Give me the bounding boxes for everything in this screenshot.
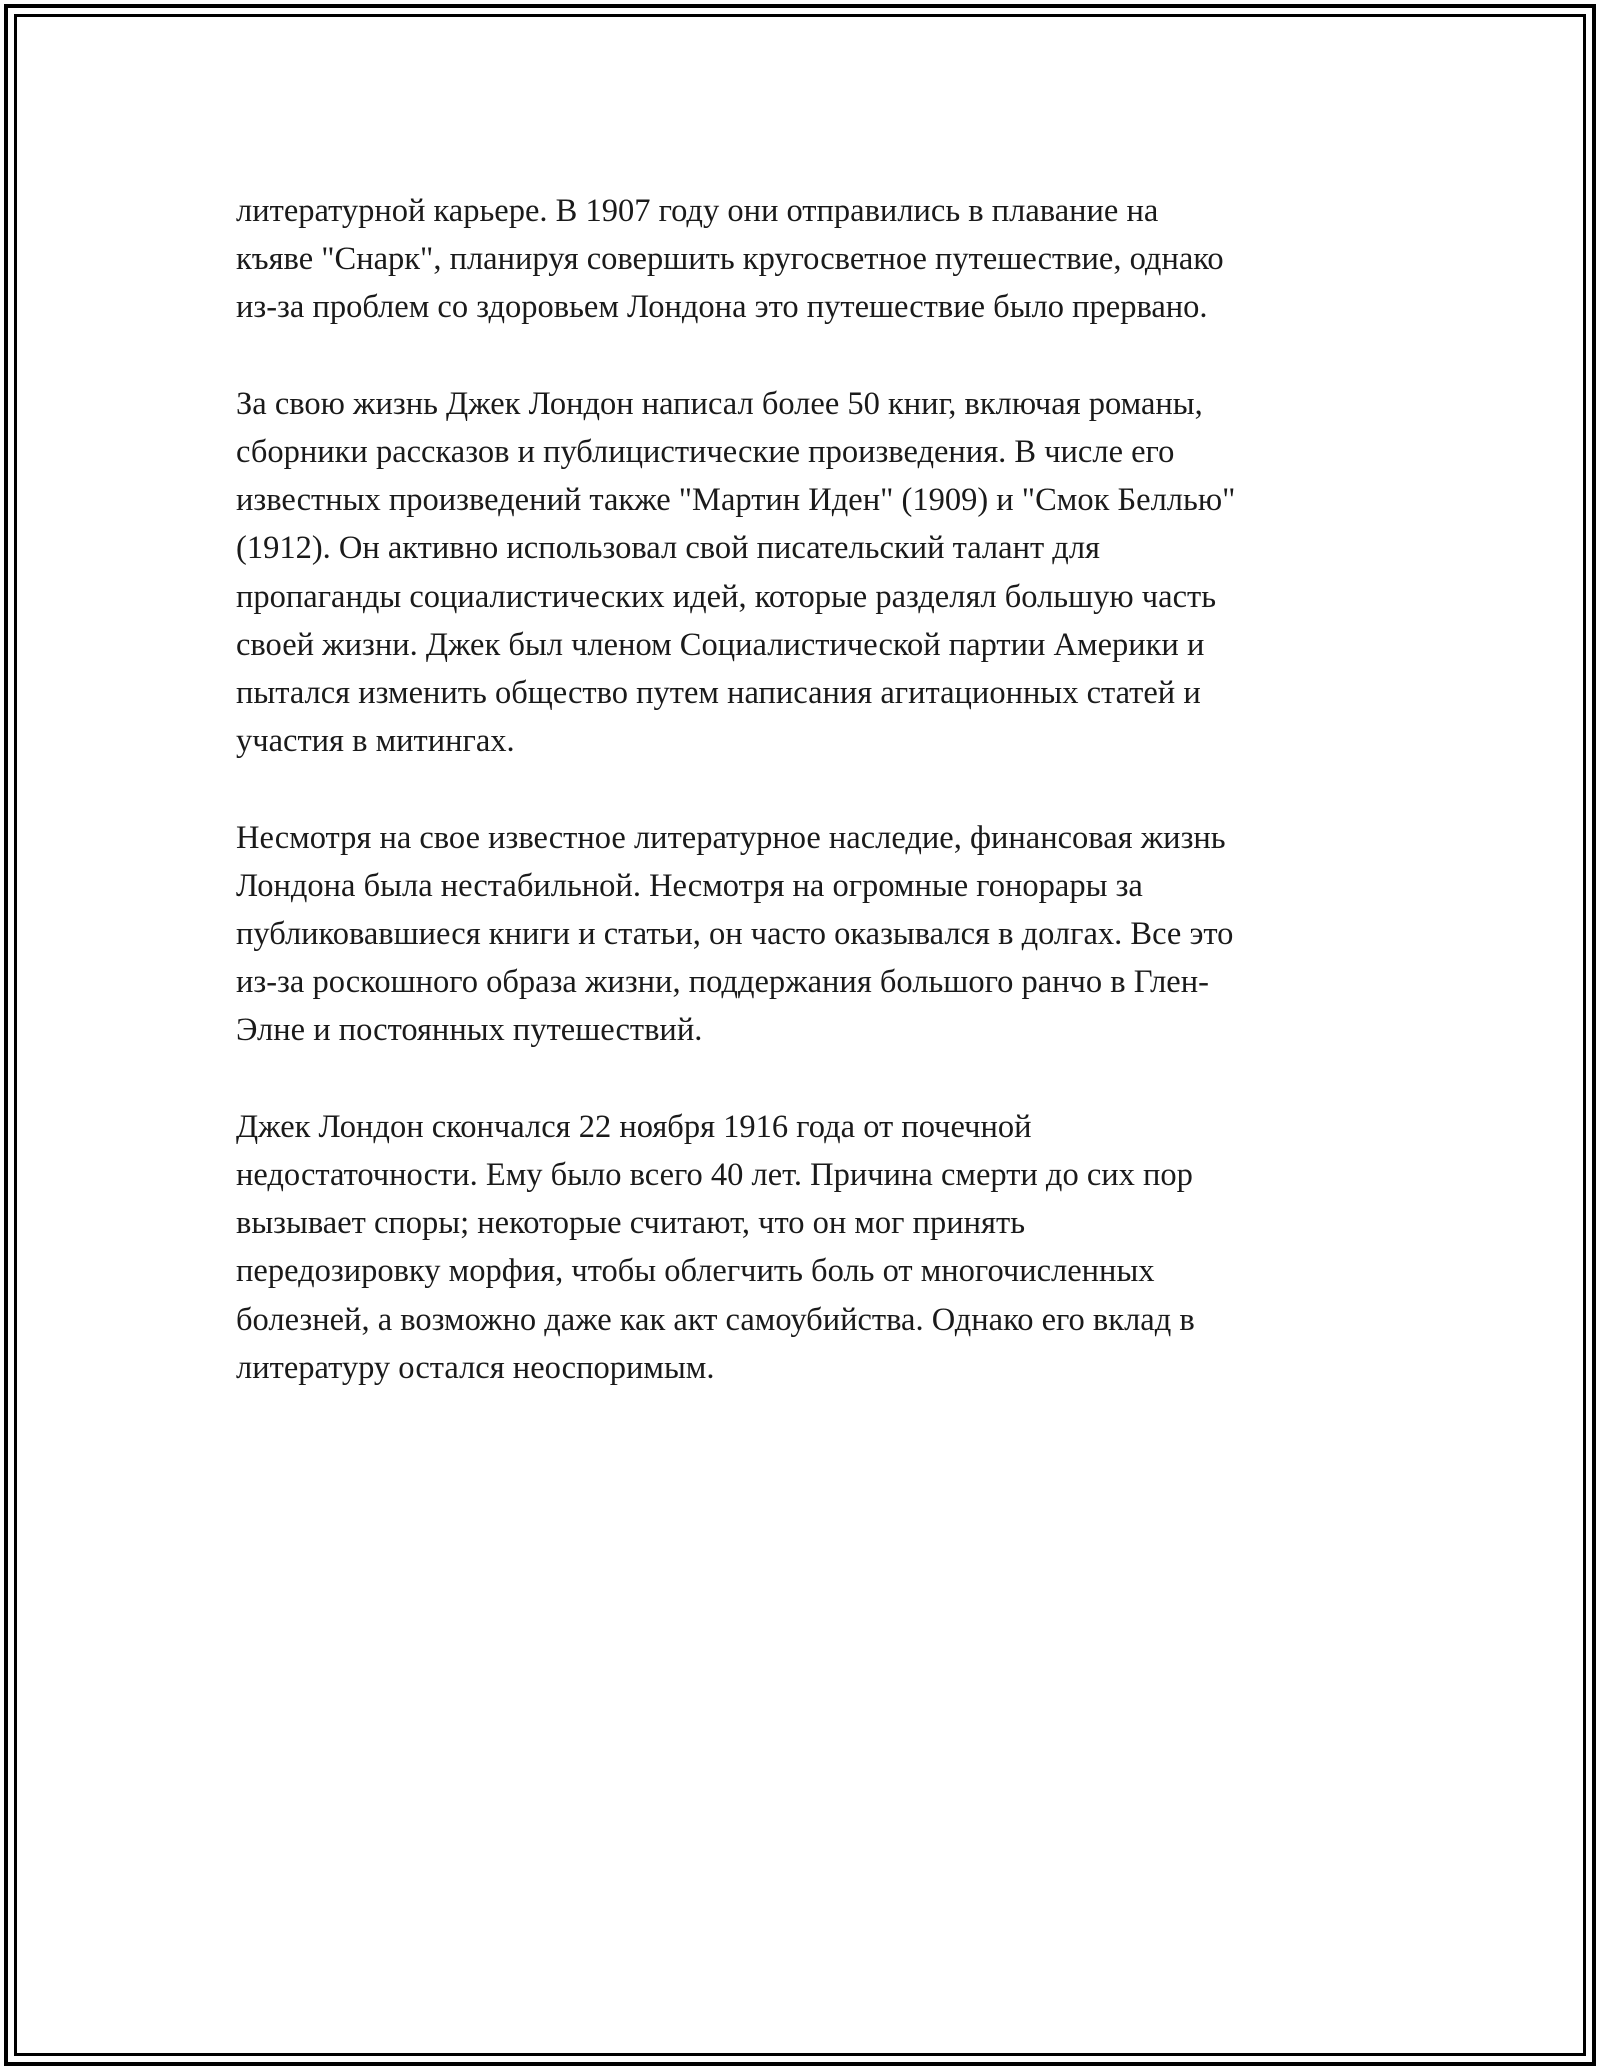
paragraph-2 [236,380,1366,766]
text-line: Элне и постоянных путешествий. [236,1012,703,1049]
text-line: участия в митингах. [236,723,515,760]
text-line: из-за роскошного образа жизни, поддержания большого ранчо в Глен- [236,964,1209,1001]
paragraph-spacer [236,1055,1366,1103]
text-line: литературу остался неоспоримым. [236,1349,715,1386]
text-line: своей жизни. Джек был членом Социалистической партии Америки и [236,626,1205,663]
text-line: пытался изменить общество путем написания агитационных статей и [236,675,1201,712]
text-line: (1912). Он активно использовал свой писательский талант для [236,530,1100,567]
text-line: вызывает споры; некоторые считают, что он мог принять [236,1205,1026,1242]
text-line: пропаганды социалистических идей, которые разделял большую часть [236,578,1217,615]
text-line: недостаточности. Ему было всего 40 лет. Причина смерти до сих пор [236,1157,1193,1194]
text-line: литературной карьере. В 1907 году они отправились в плавание на [236,193,1159,229]
text-line: сборники рассказов и публицистические произведения. В числе его [236,434,1175,470]
text-line: Джек Лондон скончался 22 ноября 1916 года от почечной [236,1108,1032,1145]
text-line: болезней, а возможно даже как акт самоубийства. Однако его вклад в [236,1301,1195,1338]
text-line: из-за проблем со здоровьем Лондона это путешествие было прервано. [236,289,1208,326]
text-line: передозировку морфия, чтобы облегчить боль от многочисленных [236,1253,1155,1290]
document-body [236,187,1366,1392]
paragraph-4 [236,1103,1366,1392]
paragraph-3 [236,814,1366,1055]
paragraph-spacer [236,765,1366,813]
paragraph-spacer [236,332,1366,380]
text-line: За свою жизнь Джек Лондон написал более 50 книг, включая романы, [236,385,1203,422]
text-line: Лондона была нестабильной. Несмотря на огромные гонорары за [236,867,1143,904]
paragraph-1 [236,187,1366,332]
text-line: известных произведений также "Мартин Иден" (1909) и "Смок Беллью" [236,482,1236,519]
text-line: къяве "Снарк", планируя совершить кругосветное путешествие, однако [236,241,1224,278]
text-line: публиковавшиеся книги и статьи, он часто оказывался в долгах. Все это [236,916,1234,953]
text-line: Несмотря на свое известное литературное наследие, финансовая жизнь [236,819,1226,856]
